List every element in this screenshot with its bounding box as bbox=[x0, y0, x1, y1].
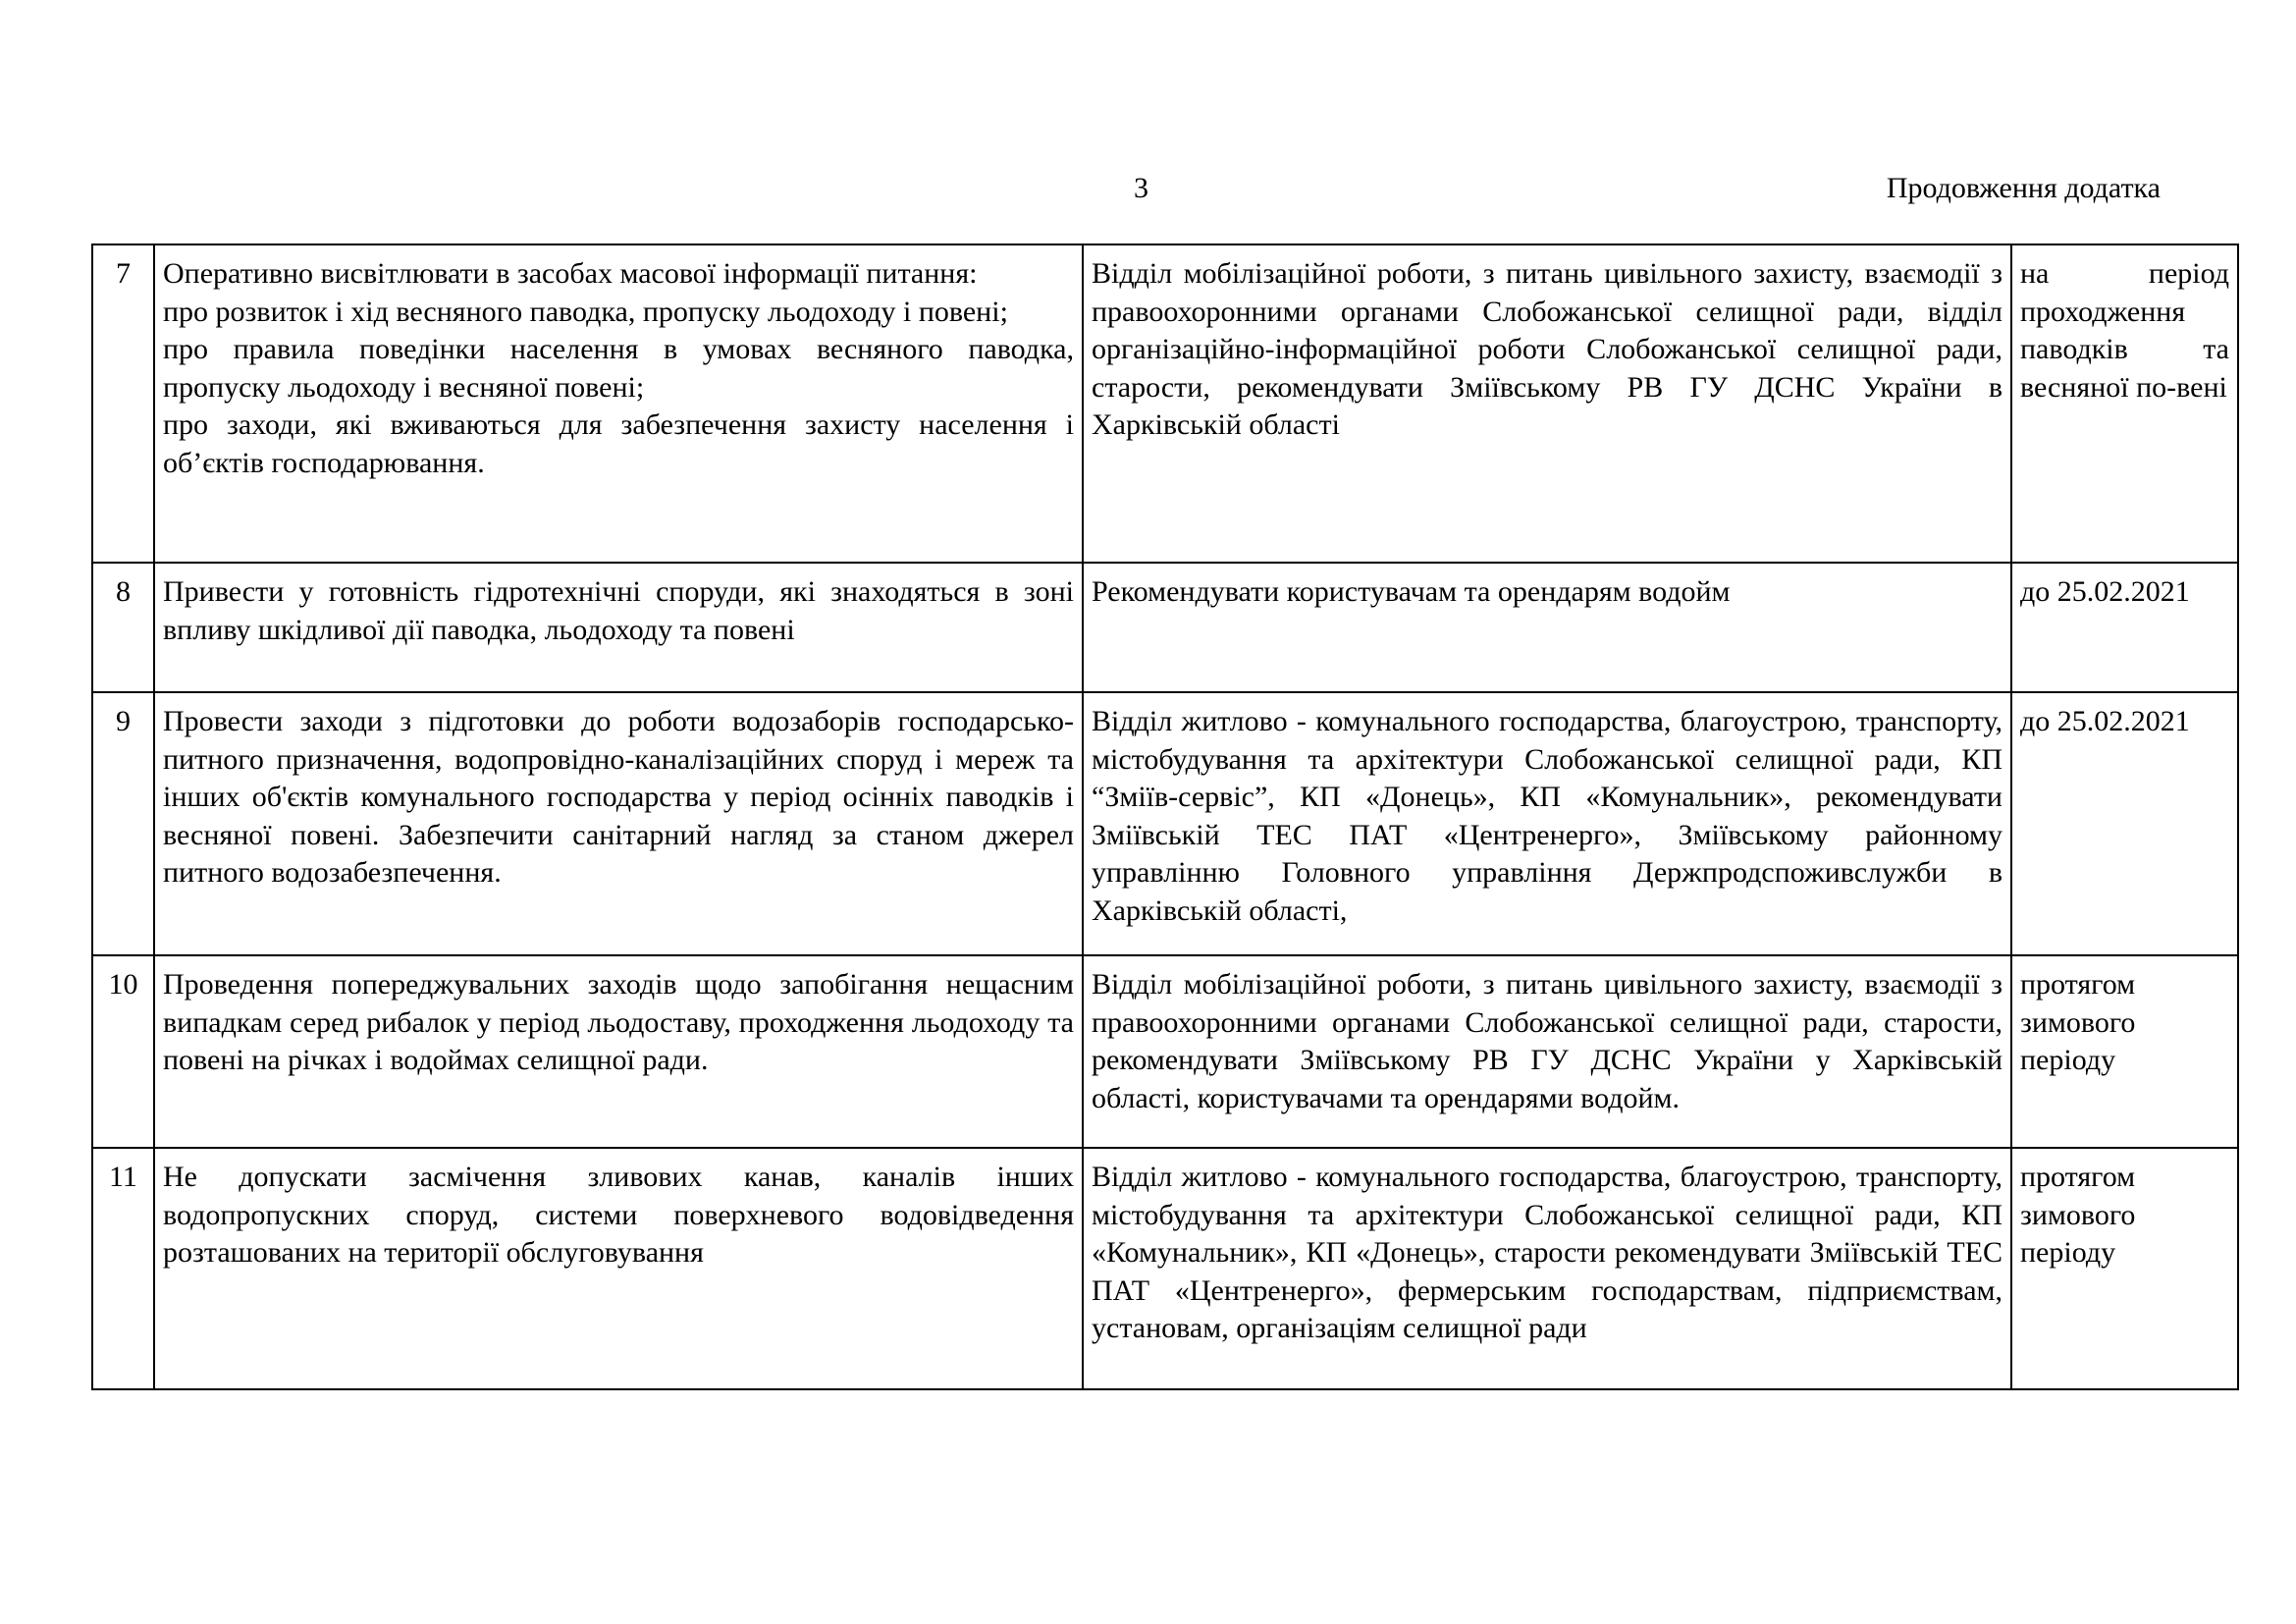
term-cell: на період проходження паводків та весняної по-вені bbox=[2011, 244, 2238, 563]
row-number: 8 bbox=[92, 563, 154, 692]
term-cell: до 25.02.2021 bbox=[2011, 692, 2238, 955]
term-cell: протягом зимового періоду bbox=[2011, 1148, 2238, 1389]
table-row bbox=[92, 1148, 2238, 1389]
responsible-cell: Відділ житлово - комунального господарства, благоустрою, транспорту, містобудування та архітектури Слобожанської селищної ради, КП “Зміїв-сервіс”, КП «Донець», КП «Комунальник», рекомендувати Зміївській ТЕС ПАТ «Центренерго», Зміївському районному управлінню Головного управління Держпродспоживслужби в Харківській області, bbox=[1083, 692, 2011, 955]
row-number: 7 bbox=[92, 244, 154, 563]
measure-cell: Не допускати засмічення зливових канав, каналів інших водопропускних споруд, системи поверхневого водовідведення розташованих на території обслуговування bbox=[154, 1148, 1083, 1389]
page-number: 3 bbox=[1134, 172, 1148, 204]
measure-cell: Привести у готовність гідротехнічні споруди, які знаходяться в зоні впливу шкідливої дії паводка, льодоходу та повені bbox=[154, 563, 1083, 692]
measure-line: Оперативно висвітлювати в засобах масової інформації питання: bbox=[163, 257, 978, 290]
measure-cell: Провести заходи з підготовки до роботи водозаборів господарсько-питного призначення, водопровідно-каналізаційних споруд і мереж та інших об'єктів комунального господарства у період осінніх паводків і весняної повені. Забезпечити санітарний нагляд за станом джерел питного водозабезпечення. bbox=[154, 692, 1083, 955]
term-cell: протягом зимового періоду bbox=[2011, 955, 2238, 1148]
row-number: 10 bbox=[92, 955, 154, 1148]
table-row bbox=[92, 244, 2238, 563]
responsible-cell: Відділ житлово - комунального господарства, благоустрою, транспорту, містобудування та архітектури Слобожанської селищної ради, КП «Комунальник», КП «Донець», старости рекомендувати Зміївській ТЕС ПАТ «Центренерго», фермерським господарствам, підприємствам, установам, організаціям селищної ради bbox=[1083, 1148, 2011, 1389]
measure-cell: Проведення попереджувальних заходів щодо запобігання нещасним випадкам серед рибалок у період льодоставу, проходження льодоходу та повені на річках і водоймах селищної ради. bbox=[154, 955, 1083, 1148]
table-row bbox=[92, 692, 2238, 955]
responsible-cell: Рекомендувати користувачам та орендарям водойм bbox=[1083, 563, 2011, 692]
responsible-cell: Відділ мобілізаційної роботи, з питань цивільного захисту, взаємодії з правоохоронними органами Слобожанської селищної ради, відділ організаційно-інформаційної роботи Слобожанської селищної ради, старости, рекомендувати Зміївському РВ ГУ ДСНС України в Харківській області bbox=[1083, 244, 2011, 563]
measure-cell bbox=[154, 244, 1083, 563]
measure-line: про розвиток і хід весняного паводка, пропуску льодоходу і повені; bbox=[163, 295, 1008, 328]
continuation-label: Продовження додатка bbox=[1886, 172, 2161, 204]
row-number: 11 bbox=[92, 1148, 154, 1389]
table-row bbox=[92, 563, 2238, 692]
measure-line: про правила поведінки населення в умовах весняного паводка, пропуску льодоходу і весняної повені; bbox=[163, 333, 1074, 404]
responsible-cell: Відділ мобілізаційної роботи, з питань цивільного захисту, взаємодії з правоохоронними органами Слобожанської селищної ради, старости, рекомендувати Зміївському РВ ГУ ДСНС України у Харківській області, користувачами та орендарями водойм. bbox=[1083, 955, 2011, 1148]
measure-line: про заходи, які вживаються для забезпечення захисту населення і об’єктів господарювання. bbox=[163, 408, 1074, 479]
measures-table bbox=[91, 244, 2239, 1390]
term-cell: до 25.02.2021 bbox=[2011, 563, 2238, 692]
row-number: 9 bbox=[92, 692, 154, 955]
table-row bbox=[92, 955, 2238, 1148]
